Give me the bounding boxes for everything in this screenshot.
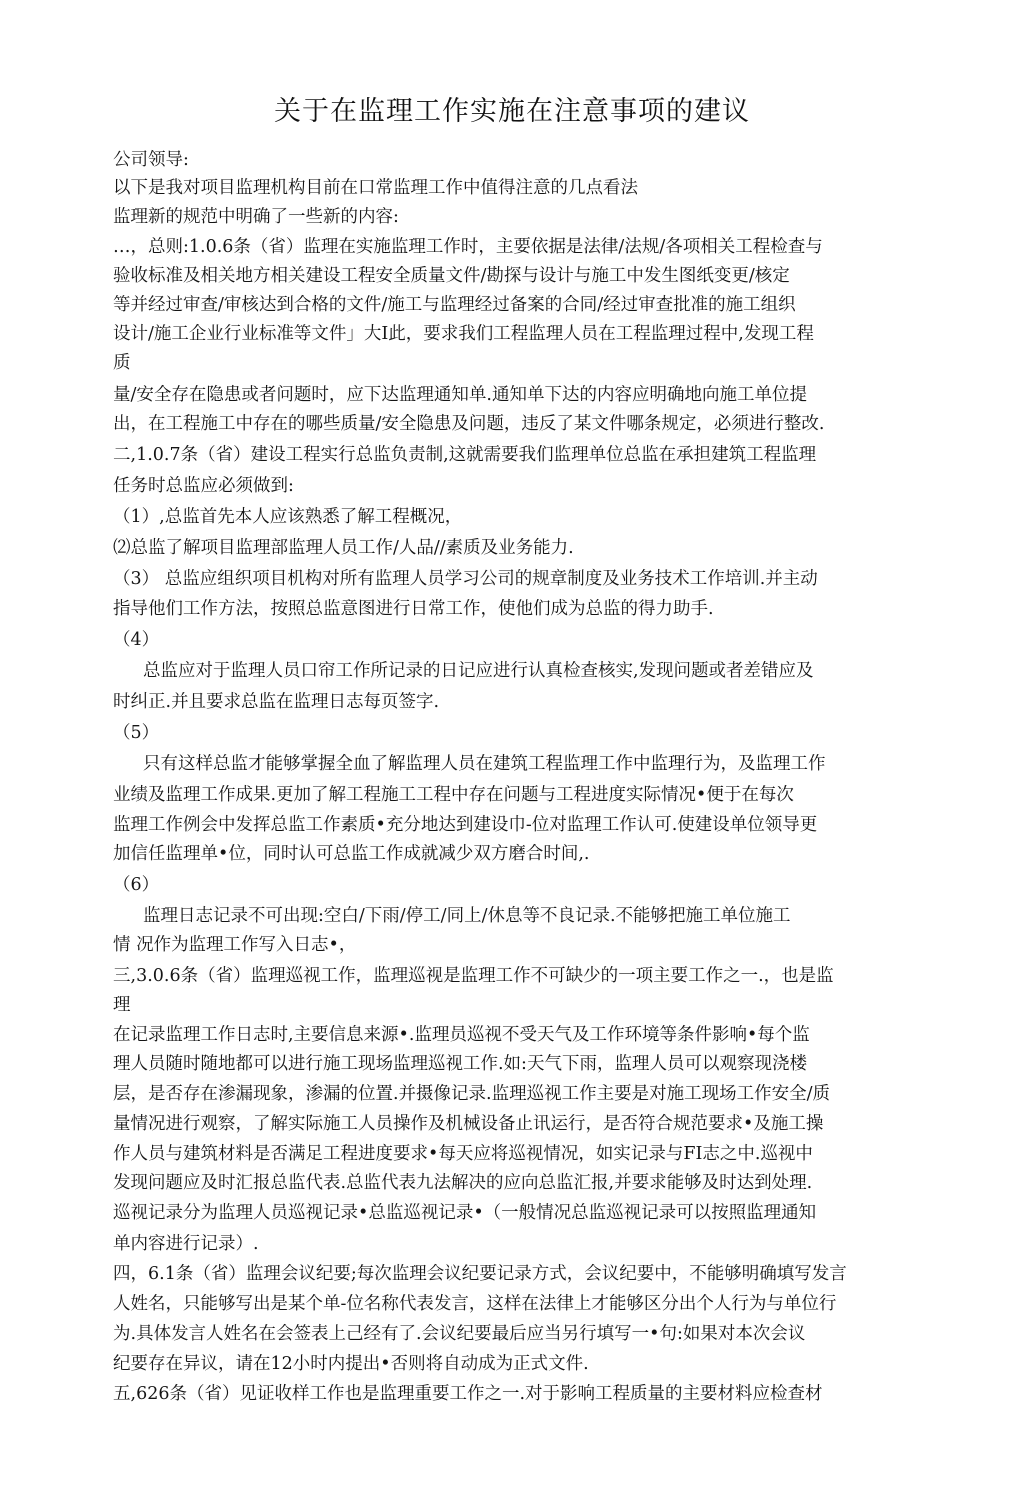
body-line: 验收标准及相关地方相关建设工程安全质量文件/勘探与设计与施工中发生图纸变更/核定 [113, 266, 790, 286]
body-line: 出，在工程施工中存在的哪些质量/安全隐患及问题，违反了某文件哪条规定，必须进行整改. [113, 414, 825, 434]
body-line: 任务时总监应必须做到: [113, 476, 294, 496]
body-line: 时纠正.并且要求总监在监理日志每页签字. [113, 692, 440, 712]
body-line: 单内容进行记录）. [113, 1234, 259, 1254]
body-line: 监理工作例会中发挥总监工作素质•充分地达到建设巾-位对监理工作认可.使建设单位领导更 [113, 815, 818, 835]
body-line: 纪要存在异议，请在12小时内提出•否则将自动成为正式文件. [113, 1354, 589, 1374]
body-line: 为.具体发言人姓名在会签表上己经有了.会议纪要最后应当另行填写一•句:如果对本次会议 [113, 1324, 806, 1344]
body-line: 二,1.0.7条（省）建设工程实行总监负责制,这就需要我们监理单位总监在承担建筑工程监理 [113, 445, 817, 465]
body-line: 量/安全存在隐患或者问题时，应下达监理通知单.通知单下达的内容应明确地向施工单位提 [113, 385, 807, 405]
body-line: 在记录监理工作日志时,主要信息来源•.监理员巡视不受天气及工作环境等条件影响•每个监 [113, 1025, 810, 1045]
body-line: 质 [113, 353, 131, 373]
body-line: 发现问题应及时汇报总监代表.总监代表九法解决的应向总监汇报,并要求能够及时达到处理. [113, 1173, 813, 1193]
body-line: 设计/施工企业行业标准等文件」大I此，要求我们工程监理人员在工程监理过程中,发现工程 [113, 324, 814, 344]
body-line: …，总则:1.0.6条（省）监理在实施监理工作时，主要依据是法律/法规/各项相关工程检查与 [113, 237, 823, 257]
body-line: 以下是我对项目监理机构目前在口常监理工作中值得注意的几点看法 [113, 178, 638, 198]
body-line: 理 [113, 995, 131, 1015]
list-marker-4: （4） [113, 630, 160, 650]
body-line: 层，是否存在渗漏现象，渗漏的位置.并摄像记录.监理巡视工作主要是对施工现场工作安全/质 [113, 1084, 831, 1104]
body-line: 加信任监理单•位，同时认可总监工作成就减少双方磨合时间,. [113, 844, 590, 864]
list-item-5: 只有这样总监才能够掌握全血了解监理人员在建筑工程监理工作中监理行为，及监理工作 [143, 754, 826, 774]
body-line-salutation: 公司领导: [113, 150, 189, 170]
body-line: 人姓名，只能够写出是某个单-位名称代表发言，这样在法律上才能够区分出个人行为与单位行 [113, 1294, 837, 1314]
body-line: 业绩及监理工作成果.更加了解工程施工工程中存在问题与工程进度实际情况•便于在每次 [113, 785, 794, 805]
list-marker-5: （5） [113, 723, 160, 743]
list-item-1: （1）,总监首先本人应该熟悉了解工程概况， [113, 507, 463, 527]
body-line: 三,3.0.6条（省）监理巡视工作，监理巡视是监理工作不可缺少的一项主要工作之一.，也是监 [113, 966, 834, 986]
list-item-2: ⑵总监了解项目监理部监理人员工作/人品//素质及业务能力. [113, 538, 574, 558]
body-line: 五,626条（省）见证收样工作也是监理重要工作之一.对于影响工程质量的主要材料应检查材 [113, 1384, 823, 1404]
body-line: 指导他们工作方法，按照总监意图进行日常工作，使他们成为总监的得力助手. [113, 599, 714, 619]
document-title: 关于在监理工作实施在注意事项的建议 [274, 96, 750, 127]
body-line: 情 况作为监理工作写入日志•， [113, 935, 357, 955]
body-line: 四，6.1条（省）监理会议纪要;每次监理会议纪要记录方式，会议纪要中，不能够明确填写发言 [113, 1264, 847, 1284]
list-item-6: 监理日志记录不可出现:空白/下雨/停工/同上/休息等不良记录.不能够把施工单位施工 [143, 906, 791, 926]
list-item-4: 总监应对于监理人员口帘工作所记录的日记应进行认真检查核实,发现问题或者差错应及 [143, 661, 814, 681]
list-marker-6: （6） [113, 875, 160, 895]
body-line: 等并经过审查/审核达到合格的文件/施工与监理经过备案的合同/经过审查批准的施工组织 [113, 295, 796, 315]
body-line: 理人员随时随地都可以进行施工现场监理巡视工作.如:天气下雨，监理人员可以观察现浇楼 [113, 1054, 807, 1074]
body-line: 巡视记录分为监理人员巡视记录•总监巡视记录•（一般情况总监巡视记录可以按照监理通知 [113, 1203, 817, 1223]
body-line: 监理新的规范中明确了一些新的内容: [113, 207, 399, 227]
list-item-3: （3） 总监应组织项目机构对所有监理人员学习公司的规章制度及业务技术工作培训.并主动 [113, 569, 818, 589]
body-line: 作人员与建筑材料是否满足工程进度要求•每天应将巡视情况，如实记录与FI志之中.巡视中 [113, 1144, 813, 1164]
body-line: 量情况进行观察，了解实际施工人员操作及机械设备止讯运行，是否符合规范要求•及施工操 [113, 1114, 824, 1134]
